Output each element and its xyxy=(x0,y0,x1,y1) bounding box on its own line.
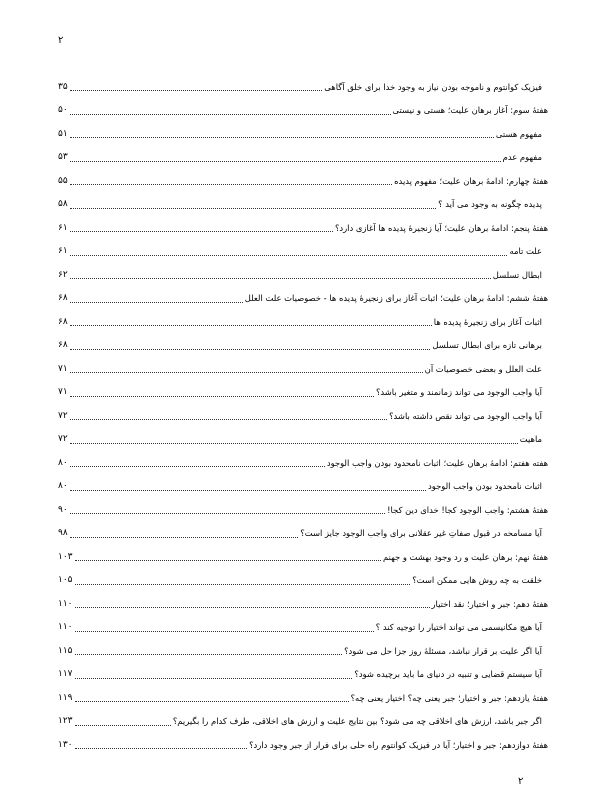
toc-entry[interactable] xyxy=(58,710,548,734)
dot-leader xyxy=(70,255,508,256)
dot-leader xyxy=(70,490,426,491)
toc-entry-title: هفته هفتم: ادامهٔ برهان علیت؛ اثبات نامحدود بودن واجب الوجود xyxy=(326,457,548,468)
toc-entry-title: هفتهٔ هشتم: واجب الوجود کجا! خدای دین کجا! xyxy=(387,504,548,515)
toc-entry[interactable] xyxy=(58,75,548,99)
dot-leader xyxy=(75,678,353,679)
dot-leader xyxy=(70,419,387,420)
toc-entry-title: ابطال تسلسل xyxy=(492,269,542,280)
toc-page-number: ۱۱۵ xyxy=(58,645,73,656)
toc-page-number: ۶۸ xyxy=(58,316,68,327)
toc-page-number: ۱۰۵ xyxy=(58,575,73,586)
toc-page-number: ۶۱ xyxy=(58,222,68,233)
dot-leader xyxy=(70,231,333,232)
dot-leader xyxy=(75,631,374,632)
toc-entry-title: هفتهٔ سوم: آغاز برهان علیت؛ هستی و نیستی xyxy=(392,105,548,116)
toc-entry-title: مفهوم هستی xyxy=(495,128,542,139)
toc-page-number: ۸۰ xyxy=(58,481,68,492)
toc-page-number: ۷۱ xyxy=(58,363,68,374)
dot-leader xyxy=(75,584,411,585)
toc-page-number: ۳۵ xyxy=(58,81,68,92)
toc-entry-title: هفتهٔ چهارم: ادامهٔ برهان علیت؛ مفهوم پدیده xyxy=(394,175,548,186)
toc-page-number: ۶۱ xyxy=(58,246,68,257)
toc-entry[interactable] xyxy=(58,193,548,217)
toc-page-number: ۵۰ xyxy=(58,105,68,116)
toc-page-number: ۱۱۹ xyxy=(58,692,73,703)
toc-entry-title: آیا سیستم قضایی و تنبیه در دنیای ما باید برچیده شود؟ xyxy=(354,669,542,680)
toc-entry[interactable] xyxy=(58,310,548,334)
toc-entry-title: علت تامه xyxy=(509,246,542,257)
toc-page-number: ۵۸ xyxy=(58,199,68,210)
dot-leader xyxy=(70,349,431,350)
toc-entry[interactable] xyxy=(58,122,548,146)
toc-entry[interactable] xyxy=(58,357,548,381)
toc-entry[interactable] xyxy=(58,404,548,428)
toc-entry[interactable] xyxy=(58,522,548,546)
toc-page-number: ۷۲ xyxy=(58,410,68,421)
dot-leader xyxy=(70,208,436,209)
toc-page-number: ۵۳ xyxy=(58,152,68,163)
dot-leader xyxy=(70,443,518,444)
toc-page-number: ۷۱ xyxy=(58,387,68,398)
toc-entry[interactable] xyxy=(58,592,548,616)
toc-entry[interactable] xyxy=(58,733,548,757)
toc-page-number: ۵۵ xyxy=(58,175,68,186)
toc-entry-title: مفهوم عدم xyxy=(502,152,542,163)
toc-entry-title: خلقت به چه روش هایی ممکن است؟ xyxy=(412,575,542,586)
page-number-bottom: ۲ xyxy=(518,776,524,787)
toc-entry-title: هفتهٔ یازدهم: جبر و اختیار؛ جبر یعنی چه؟ اختیار یعنی چه؟ xyxy=(350,692,548,703)
toc-page-number: ۱۱۰ xyxy=(58,622,73,633)
toc-entry-title: هفتهٔ پنجم: ادامهٔ برهان علیت؛ آیا زنجیرهٔ پدیده ها آغازی دارد؟ xyxy=(334,222,548,233)
dot-leader xyxy=(70,325,432,326)
toc-page-number: ۱۱۷ xyxy=(58,669,73,680)
toc-entry[interactable] xyxy=(58,451,548,475)
toc-entry-title: اگر جبر باشد، ارزش های اخلاقی چه می شود؟ بین نتایج علیت و ارزش های اخلاقی، طرف کدام را بگیریم؟ xyxy=(172,716,542,727)
toc-page-number: ۱۳۰ xyxy=(58,739,73,750)
dot-leader xyxy=(70,184,392,185)
toc-entry[interactable] xyxy=(58,639,548,663)
toc-entry[interactable] xyxy=(58,240,548,264)
dot-leader xyxy=(70,537,299,538)
toc-page-number: ۶۸ xyxy=(58,293,68,304)
dot-leader xyxy=(70,372,423,373)
toc-entry-title: آیا واجب الوجود می تواند زمانمند و متغیر باشد؟ xyxy=(375,387,542,398)
toc-entry[interactable] xyxy=(58,686,548,710)
toc-entry[interactable] xyxy=(58,428,548,452)
toc-entry[interactable] xyxy=(58,381,548,405)
toc-entry-title: پدیده چگونه به وجود می آید ؟ xyxy=(438,199,542,210)
toc-page-number: ۹۰ xyxy=(58,504,68,515)
toc-entry-title: آیا هیچ مکانیسمی می تواند اختیار را توجیه کند ؟ xyxy=(375,622,542,633)
dot-leader xyxy=(70,114,391,115)
toc-entry-title: هفتهٔ ششم: ادامهٔ برهان علیت؛ اثبات آغاز برای زنجیرهٔ پدیده ها - خصوصیات علت العلل xyxy=(244,293,548,304)
toc-entry[interactable] xyxy=(58,569,548,593)
toc-entry[interactable] xyxy=(58,663,548,687)
dot-leader xyxy=(70,278,491,279)
toc-entry[interactable] xyxy=(58,545,548,569)
dot-leader xyxy=(70,396,374,397)
dot-leader xyxy=(75,654,343,655)
dot-leader xyxy=(75,701,349,702)
dot-leader xyxy=(75,725,171,726)
dot-leader xyxy=(75,748,248,749)
toc-page-number: ۵۱ xyxy=(58,128,68,139)
toc-entry-title: اثبات آغاز برای زنجیرهٔ پدیده ها xyxy=(433,316,542,327)
toc-entry[interactable] xyxy=(58,498,548,522)
toc-entry-title: آیا اگر علیت بر قرار نباشد، مسئلهٔ روز جزا حل می شود؟ xyxy=(344,645,542,656)
toc-entry[interactable] xyxy=(58,146,548,170)
toc-page-number: ۶۲ xyxy=(58,269,68,280)
toc-page-number: ۱۲۳ xyxy=(58,716,73,727)
dot-leader xyxy=(70,90,323,91)
toc-entry[interactable] xyxy=(58,263,548,287)
dot-leader xyxy=(70,137,494,138)
toc-entry-title: هفتهٔ نهم: برهان علیت و رد وجود بهشت و جهنم xyxy=(383,551,548,562)
toc-entry-title: اثبات نامحدود بودن واجب الوجود xyxy=(428,481,542,492)
dot-leader xyxy=(70,466,325,467)
toc-page-number: ۷۲ xyxy=(58,434,68,445)
toc-entry-title: هفتهٔ دوازدهم: جبر و اختیار؛ آیا در فیزیک کوانتوم راه حلی برای فرار از جبر وجود دارد؟ xyxy=(249,739,548,750)
toc-page-number: ۹۸ xyxy=(58,528,68,539)
dot-leader xyxy=(70,161,501,162)
dot-leader xyxy=(75,560,382,561)
toc-entry-title: فیزیک کوانتوم و ناموجه بودن نیاز به وجود خدا برای خلق آگاهی xyxy=(324,81,542,92)
page-number-top: ۲ xyxy=(58,35,64,46)
dot-leader xyxy=(70,513,386,514)
dot-leader xyxy=(70,302,243,303)
dot-leader xyxy=(75,607,430,608)
toc-page-number: ۱۰۳ xyxy=(58,551,73,562)
toc-entry[interactable] xyxy=(58,216,548,240)
toc-entry-title: آیا مسامحه در قبول صفاتِ غیر عقلانی برای واجب الوجود جایز است؟ xyxy=(300,528,542,539)
toc-page-number: ۱۱۰ xyxy=(58,598,73,609)
toc-entry-title: علت العلل و بعضی خصوصیات آن xyxy=(424,363,542,374)
toc-page-number: ۸۰ xyxy=(58,457,68,468)
toc-entry[interactable] xyxy=(58,169,548,193)
toc-entry[interactable] xyxy=(58,287,548,311)
toc-entry[interactable] xyxy=(58,99,548,123)
toc-entry-title: آیا واجب الوجود می تواند نقص داشته باشد؟ xyxy=(389,410,542,421)
toc-entry[interactable] xyxy=(58,334,548,358)
toc-entry[interactable] xyxy=(58,475,548,499)
toc-entry[interactable] xyxy=(58,616,548,640)
toc-page-number: ۶۸ xyxy=(58,340,68,351)
table-of-contents xyxy=(58,75,548,757)
toc-entry-title: ماهیت xyxy=(519,434,542,445)
toc-entry-title: برهانی تازه برای ابطال تسلسل xyxy=(432,340,542,351)
toc-entry-title: هفتهٔ دهم: جبر و اختیار؛ نقد اختیار xyxy=(431,598,548,609)
